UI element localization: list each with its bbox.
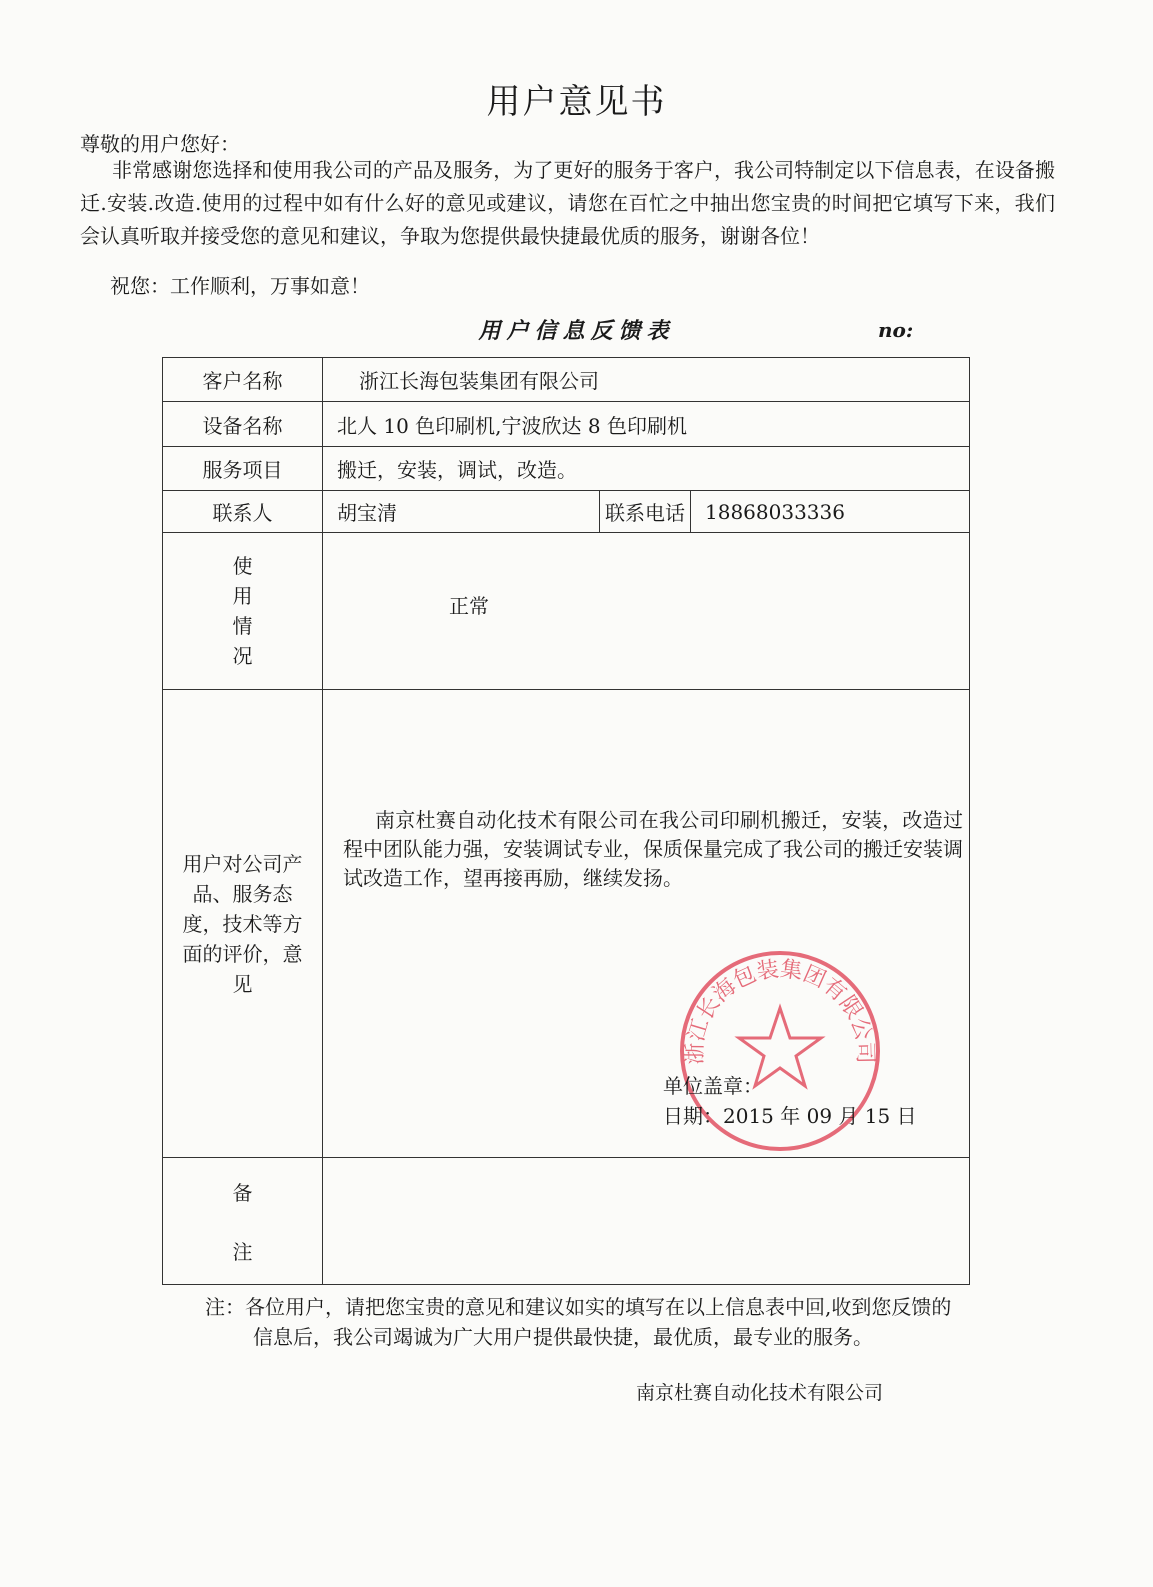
usage-value: 正常 xyxy=(449,593,489,618)
notes-label xyxy=(163,1158,323,1285)
customer-name-value xyxy=(323,358,970,402)
usage-label-char: 况 xyxy=(232,644,253,668)
intro-paragraph: 非常感谢您选择和使用我公司的产品及服务，为了更好的服务于客户，我公司特制定以下信息表，在设备搬迁.安装.改造.使用的过程中如有什么好的意见或建议，请您在百忙之中抽出您宝贵的时间把它填写下来，我们会认真听取并接受您的意见和建议，争取为您提供最快捷最优质的服务，谢谢各位！ xyxy=(80,158,1055,248)
seal-label: 单位盖章： xyxy=(663,1074,763,1098)
phone-value: 18868033336 xyxy=(691,491,970,533)
evaluation-label: 用户对公司产品、服务态度，技术等方面的评价，意见 xyxy=(163,690,323,1158)
form-number-label: no: xyxy=(878,318,914,342)
usage-label xyxy=(163,533,323,690)
usage-value-cell xyxy=(323,533,970,690)
contact-value: 胡宝清 xyxy=(323,491,600,533)
seal-text xyxy=(683,957,877,1065)
notes-label-char: 注 xyxy=(232,1240,253,1264)
equipment-value: 北人 10 色印刷机,宁波欣达 8 色印刷机 xyxy=(323,402,970,447)
date-line: 日期：2015 年 09 月 15 日 xyxy=(663,1104,917,1128)
service-row xyxy=(163,447,970,491)
contact-row xyxy=(163,491,970,533)
customer-name-row xyxy=(163,358,970,402)
evaluation-text: 南京杜赛自动化技术有限公司在我公司印刷机搬迁，安装，改造过程中团队能力强，安装调试专业，保质保量完成了我公司的搬迁安装调试改造工作，望再接再励，继续发扬。 xyxy=(343,808,963,890)
phone-label: 联系电话 xyxy=(600,491,691,533)
service-value: 搬迁，安装，调试，改造。 xyxy=(323,447,970,491)
equipment-row xyxy=(163,402,970,447)
equipment-label: 设备名称 xyxy=(163,402,323,447)
greeting: 尊敬的用户您好： xyxy=(80,132,240,156)
evaluation-row xyxy=(163,690,970,1158)
feedback-table xyxy=(162,357,970,1285)
evaluation-cell xyxy=(323,690,970,1158)
customer-name-text: 浙江长海包装集团有限公司 xyxy=(359,369,599,393)
notes-label-char: 备 xyxy=(232,1181,253,1205)
usage-label-char: 情 xyxy=(232,614,253,638)
notes-row xyxy=(163,1158,970,1285)
footnote xyxy=(205,1292,1055,1352)
usage-row xyxy=(163,533,970,690)
notes-value[interactable] xyxy=(323,1158,970,1285)
customer-name-label: 客户名称 xyxy=(163,358,323,402)
footnote-lead: 注：各位用户，请把您宝贵的意见和建议如实的填写在以上信息表中回,收到您反馈的 xyxy=(205,1295,952,1319)
contact-label: 联系人 xyxy=(163,491,323,533)
usage-label-char: 使 xyxy=(232,554,253,578)
form-title: 用户信息反馈表 xyxy=(478,318,675,344)
company-signature: 南京杜赛自动化技术有限公司 xyxy=(636,1382,884,1404)
wishes: 祝您：工作顺利，万事如意！ xyxy=(110,274,370,298)
document-title: 用户意见书 xyxy=(486,82,667,122)
seal-text-path: 浙江长海包装集团有限公司 xyxy=(682,956,878,1065)
usage-label-char: 用 xyxy=(232,584,253,608)
footnote-body: 信息后，我公司竭诚为广大用户提供最快捷，最优质，最专业的服务。 xyxy=(253,1325,873,1349)
service-label: 服务项目 xyxy=(163,447,323,491)
